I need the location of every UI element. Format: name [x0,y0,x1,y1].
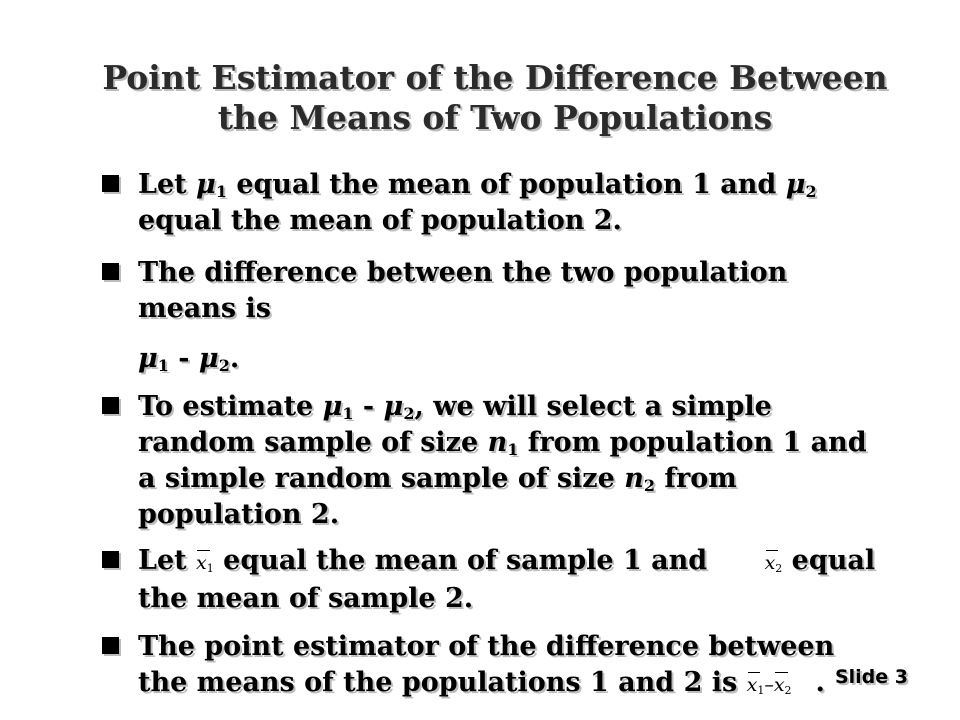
bullet-text: from population 2. [138,463,737,530]
xbar1-symbol [747,667,765,703]
subscript: 1 [507,440,519,459]
n-symbol: n [624,463,644,494]
mu-symbol: μ [196,169,216,200]
subscript: 2 [218,356,230,375]
mu-symbol: μ [785,169,806,200]
subscript: 2 [775,562,783,575]
bullet-text: from population 1 and a simple random sample of size [138,427,867,494]
overbar [775,672,788,673]
overbar [766,550,779,551]
overbar [748,672,761,673]
slide-title [0,58,960,138]
period: . [815,667,825,698]
minus-sign: - [353,391,384,422]
subscript: 2 [784,684,792,697]
subscript: 1 [206,562,214,575]
overbar [197,550,210,551]
x-letter: x [196,552,207,574]
bullet-square-icon [102,263,119,280]
x-letter: x [746,674,758,696]
slide-title-line1: Point Estimator of the Difference Between [102,58,888,97]
bullet-text: Let [138,545,197,576]
subscript: 1 [157,356,169,375]
subscript: 2 [805,182,817,201]
n-symbol: n [487,427,508,458]
bullet-square-icon [102,397,119,414]
bullet-text: The point estimator of the difference between the means of the populations 1 and 2 is [138,631,835,698]
xbar2-symbol [765,545,783,581]
bullet-text: equal the mean of sample 2. [138,545,876,614]
slide-number: Slide 3 [834,666,908,688]
minus-sign: - [168,343,199,374]
bullet-text: Let [138,169,197,200]
xbar2-symbol [774,667,792,703]
subscript: 2 [403,404,415,423]
slide-title-line2: the Means of Two Populations [217,98,773,137]
bullet-text: equal the mean of population 2. [138,205,622,236]
x-letter: x [773,674,785,696]
bullet-sample-means [100,543,880,617]
bullet-square-icon [102,175,119,192]
bullet-text: To estimate [138,391,323,422]
mu-symbol: μ [383,391,404,422]
bullet-square-icon [102,551,119,568]
bullet-text: , we will select a simple random sample of size [138,391,772,458]
subscript: 1 [342,404,354,423]
bullet-population-means [100,167,880,239]
mu-symbol: μ [322,391,343,422]
subscript: 2 [643,476,655,495]
period: . [229,343,240,374]
xbar1-symbol [196,545,214,581]
bullet-sampling [100,389,880,533]
subscript: 1 [215,182,227,201]
bullet-text: The difference between the two population means is [138,257,788,324]
bullet-square-icon [102,637,119,654]
x-letter: x [764,552,776,574]
subscript: 1 [757,684,765,697]
minus-sign: – [764,674,774,696]
bullet-point-estimator [100,629,880,703]
bullet-text: equal the mean of population 1 and [226,169,786,200]
mu-symbol: μ [138,343,158,374]
mu-symbol: μ [198,343,219,374]
bullet-difference-of-means [100,255,880,377]
bullet-text: equal the mean of sample 1 and [213,545,717,576]
bullet-list [100,167,880,703]
formula-line [138,341,880,377]
